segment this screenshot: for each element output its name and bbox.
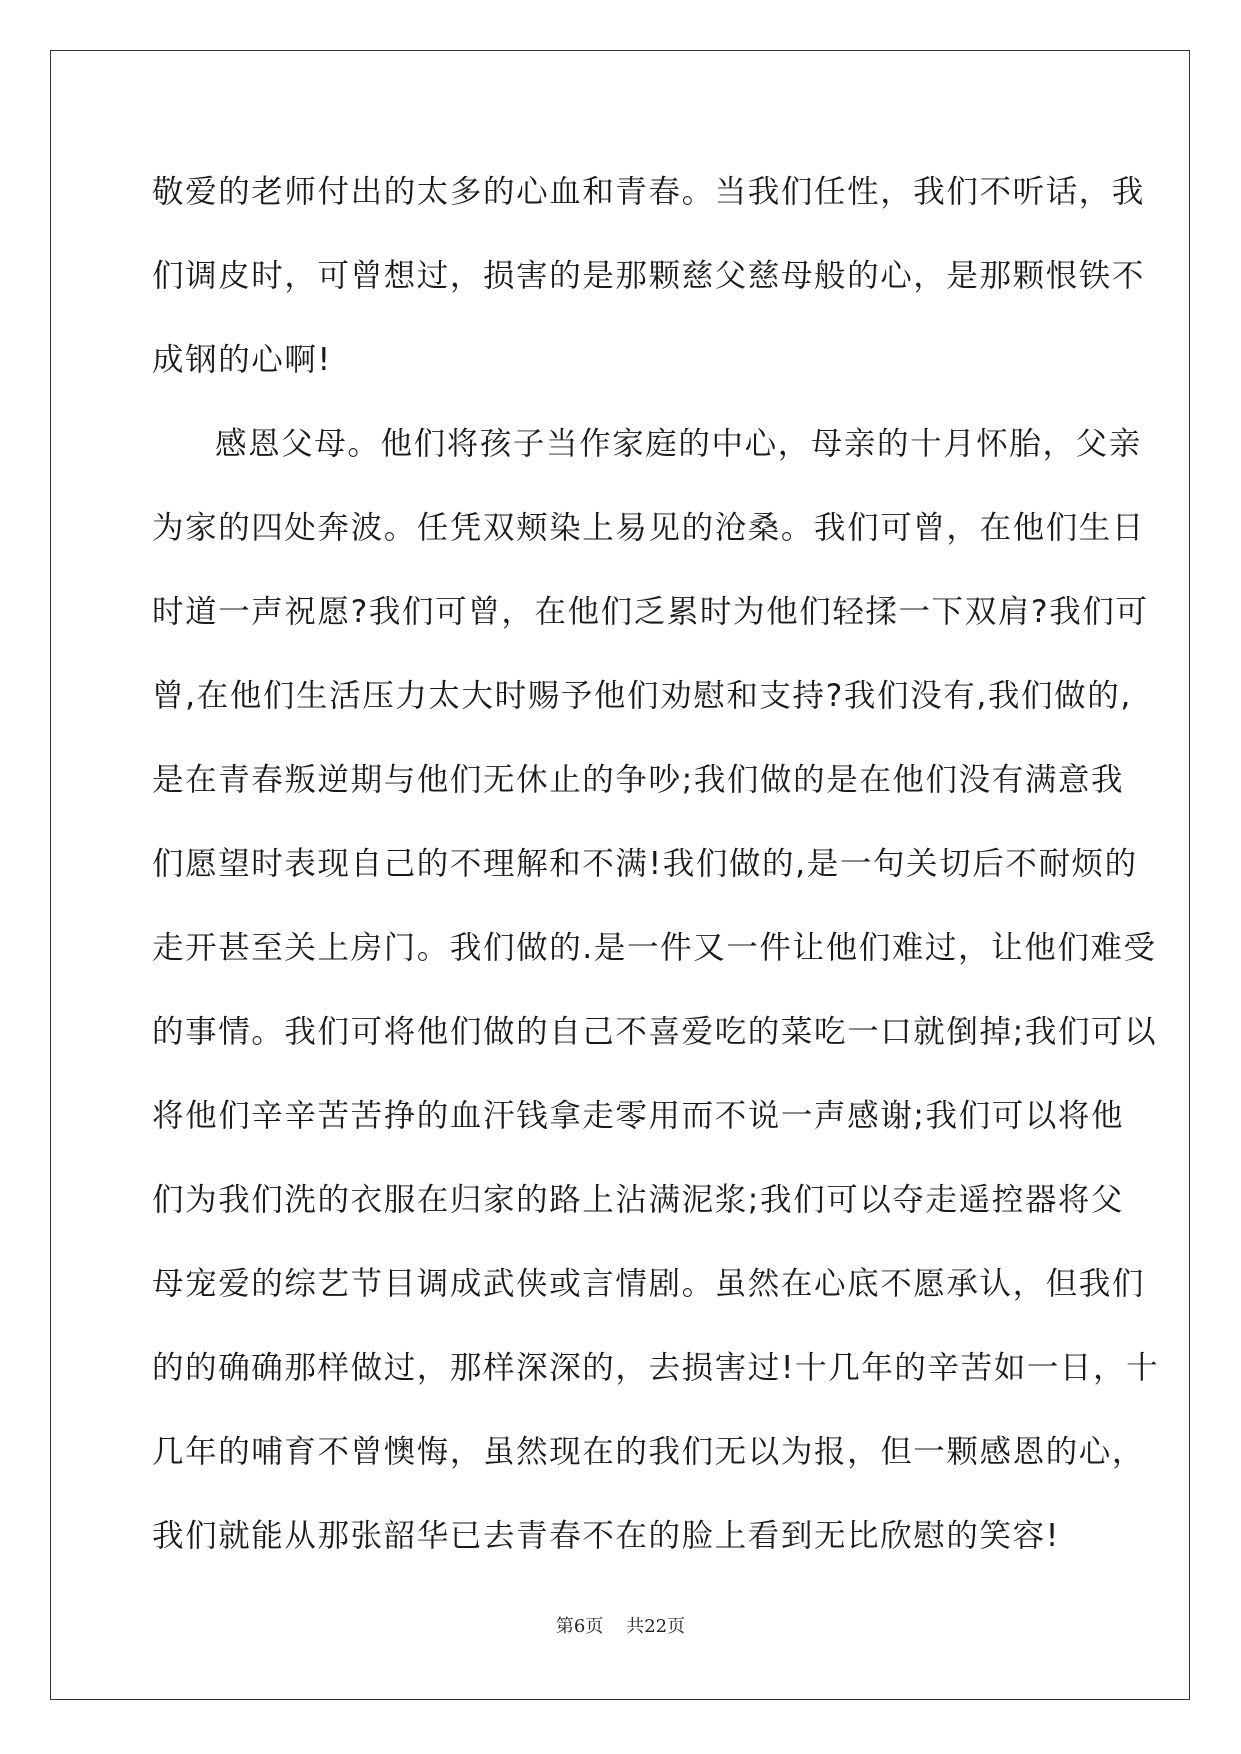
page-footer <box>0 1612 1241 1638</box>
text-line: 的的确确那样做过，那样深深的，去损害过!十几年的辛苦如一日，十 <box>152 1350 1160 1386</box>
text-line: 将他们辛辛苦苦挣的血汗钱拿走零用而不说一声感谢;我们可以将他 <box>152 1098 1125 1134</box>
text-line: 为家的四处奔波。任凭双颊染上易见的沧桑。我们可曾，在他们生日 <box>152 510 1146 546</box>
text-line: 们调皮时，可曾想过，损害的是那颗慈父慈母般的心，是那颗恨铁不 <box>152 258 1146 294</box>
text-line: 时道一声祝愿?我们可曾，在他们乏累时为他们轻揉一下双肩?我们可 <box>152 594 1149 630</box>
text-line: 是在青春叛逆期与他们无休止的争吵;我们做的是在他们没有满意我 <box>152 762 1125 798</box>
page-number-total: 共22页 <box>626 1616 686 1637</box>
text-line: 的事情。我们可将他们做的自己不喜爱吃的菜吃一口就倒掉;我们可以 <box>152 1014 1158 1050</box>
document-body <box>152 162 1160 1590</box>
text-line: 我们就能从那张韶华已去青春不在的脸上看到无比欣慰的笑容! <box>152 1518 1060 1554</box>
text-line: 们为我们洗的衣服在归家的路上沾满泥浆;我们可以夺走遥控器将父 <box>152 1182 1125 1218</box>
text-line: 成钢的心啊! <box>152 342 332 378</box>
page-number-current: 第6页 <box>555 1616 604 1637</box>
text-line: 们愿望时表现自己的不理解和不满!我们做的,是一句关切后不耐烦的 <box>152 846 1138 882</box>
text-line: 走开甚至关上房门。我们做的.是一件又一件让他们难过，让他们难受 <box>152 930 1157 966</box>
text-line: 母宠爱的综艺节目调成武侠或言情剧。虽然在心底不愿承认，但我们 <box>152 1266 1146 1302</box>
text-line: 几年的哺育不曾懊悔，虽然现在的我们无以为报，但一颗感恩的心， <box>152 1434 1146 1470</box>
text-line: 敬爱的老师付出的太多的心血和青春。当我们任性，我们不听话，我 <box>152 174 1146 210</box>
text-line: 感恩父母。他们将孩子当作家庭的中心，母亲的十月怀胎，父亲 <box>215 426 1142 462</box>
text-line: 曾,在他们生活压力太大时赐予他们劝慰和支持?我们没有,我们做的, <box>152 678 1132 714</box>
